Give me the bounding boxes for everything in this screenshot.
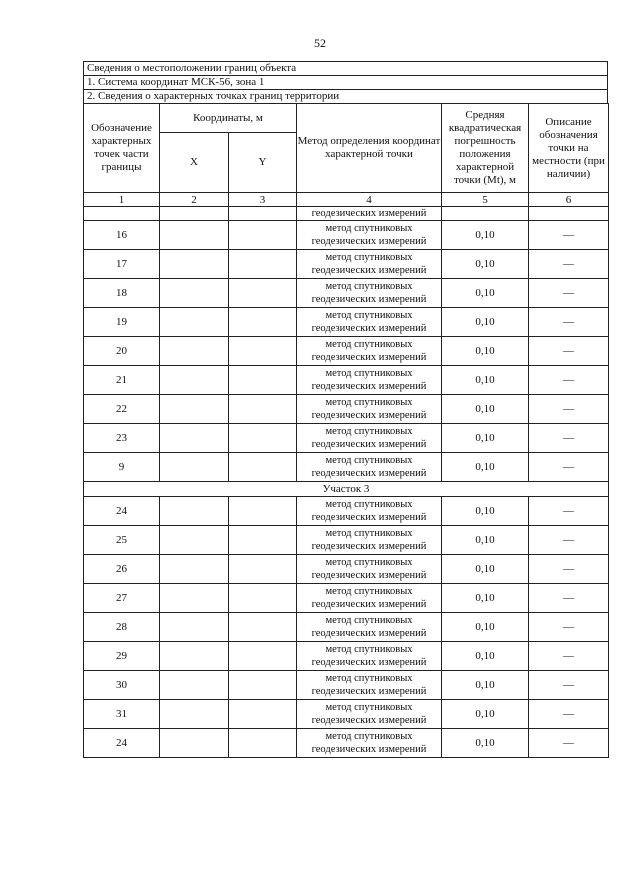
y-coordinate-cell bbox=[229, 584, 297, 613]
x-coordinate-cell bbox=[160, 366, 229, 395]
x-coordinate-cell bbox=[160, 279, 229, 308]
col-header-method: Метод определения координат характерной точки bbox=[297, 104, 442, 193]
point-number: 30 bbox=[84, 671, 160, 700]
point-number: 29 bbox=[84, 642, 160, 671]
col-header-accuracy: Средняя квадратическая погрешность положения характерной точки (Mt), м bbox=[442, 104, 529, 193]
method-line: геодезических измерений bbox=[311, 294, 427, 305]
header-line-objects: Сведения о местоположении границ объекта bbox=[83, 61, 608, 75]
table-row bbox=[84, 700, 609, 729]
col-header-designation: Обозначение характерных точек части границы bbox=[84, 104, 160, 193]
method-cell bbox=[297, 729, 442, 758]
description-dash: — bbox=[529, 395, 609, 424]
method-cell bbox=[297, 279, 442, 308]
y-coordinate-cell bbox=[229, 453, 297, 482]
x-coordinate-cell bbox=[160, 250, 229, 279]
method-line: метод спутниковых bbox=[325, 339, 413, 350]
method-cell bbox=[297, 337, 442, 366]
description-dash: — bbox=[529, 424, 609, 453]
accuracy-value: 0,10 bbox=[442, 700, 529, 729]
description-dash: — bbox=[529, 642, 609, 671]
method-cell bbox=[297, 584, 442, 613]
accuracy-value: 0,10 bbox=[442, 642, 529, 671]
method-line: геодезических измерений bbox=[311, 352, 427, 363]
column-number: 6 bbox=[529, 193, 609, 207]
x-coordinate-cell bbox=[160, 613, 229, 642]
column-number: 1 bbox=[84, 193, 160, 207]
description-dash: — bbox=[529, 497, 609, 526]
method-line: геодезических измерений bbox=[311, 265, 427, 276]
x-coordinate-cell bbox=[160, 584, 229, 613]
x-coordinate-cell bbox=[160, 729, 229, 758]
method-line: метод спутниковых bbox=[325, 557, 413, 568]
x-coordinate-cell bbox=[160, 453, 229, 482]
y-coordinate-cell bbox=[229, 395, 297, 424]
accuracy-value: 0,10 bbox=[442, 366, 529, 395]
x-coordinate-cell bbox=[160, 671, 229, 700]
point-number: 19 bbox=[84, 308, 160, 337]
method-line: метод спутниковых bbox=[325, 310, 413, 321]
y-coordinate-cell bbox=[229, 250, 297, 279]
method-line: метод спутниковых bbox=[325, 615, 413, 626]
description-dash: — bbox=[529, 366, 609, 395]
point-number: 20 bbox=[84, 337, 160, 366]
table-row bbox=[84, 366, 609, 395]
col-header-y: Y bbox=[229, 133, 297, 193]
accuracy-value: 0,10 bbox=[442, 453, 529, 482]
accuracy-value: 0,10 bbox=[442, 671, 529, 700]
description-dash: — bbox=[529, 279, 609, 308]
accuracy-value: 0,10 bbox=[442, 424, 529, 453]
y-coordinate-cell bbox=[229, 613, 297, 642]
boundary-document bbox=[83, 61, 608, 758]
accuracy-value: 0,10 bbox=[442, 497, 529, 526]
point-number: 16 bbox=[84, 221, 160, 250]
method-line: метод спутниковых bbox=[325, 702, 413, 713]
x-coordinate-cell bbox=[160, 424, 229, 453]
col-header-coordinates: Координаты, м bbox=[160, 104, 297, 133]
table-row bbox=[84, 497, 609, 526]
page-number: 52 bbox=[314, 36, 326, 50]
table-row bbox=[84, 250, 609, 279]
point-number: 26 bbox=[84, 555, 160, 584]
points-table bbox=[83, 103, 609, 758]
method-continuation: геодезических измерений bbox=[297, 207, 442, 221]
empty-cell bbox=[442, 207, 529, 221]
accuracy-value: 0,10 bbox=[442, 584, 529, 613]
point-number: 25 bbox=[84, 526, 160, 555]
method-cell bbox=[297, 671, 442, 700]
column-number: 3 bbox=[229, 193, 297, 207]
method-cell bbox=[297, 250, 442, 279]
y-coordinate-cell bbox=[229, 308, 297, 337]
y-coordinate-cell bbox=[229, 526, 297, 555]
accuracy-value: 0,10 bbox=[442, 729, 529, 758]
column-number: 2 bbox=[160, 193, 229, 207]
method-cell bbox=[297, 526, 442, 555]
method-line: геодезических измерений bbox=[311, 657, 427, 668]
table-row bbox=[84, 424, 609, 453]
description-dash: — bbox=[529, 526, 609, 555]
table-row bbox=[84, 395, 609, 424]
table-row bbox=[84, 526, 609, 555]
method-line: метод спутниковых bbox=[325, 673, 413, 684]
empty-cell bbox=[229, 207, 297, 221]
y-coordinate-cell bbox=[229, 424, 297, 453]
accuracy-value: 0,10 bbox=[442, 337, 529, 366]
description-dash: — bbox=[529, 308, 609, 337]
method-line: метод спутниковых bbox=[325, 644, 413, 655]
accuracy-value: 0,10 bbox=[442, 526, 529, 555]
method-line: геодезических измерений bbox=[311, 628, 427, 639]
point-number: 28 bbox=[84, 613, 160, 642]
y-coordinate-cell bbox=[229, 729, 297, 758]
point-number: 23 bbox=[84, 424, 160, 453]
method-line: геодезических измерений bbox=[311, 686, 427, 697]
table-row bbox=[84, 729, 609, 758]
method-line: метод спутниковых bbox=[325, 281, 413, 292]
method-line: метод спутниковых bbox=[325, 397, 413, 408]
column-number: 4 bbox=[297, 193, 442, 207]
method-line: метод спутниковых bbox=[325, 368, 413, 379]
method-cell bbox=[297, 453, 442, 482]
method-line: геодезических измерений bbox=[311, 744, 427, 755]
table-row bbox=[84, 584, 609, 613]
description-dash: — bbox=[529, 613, 609, 642]
header-row bbox=[84, 104, 609, 133]
method-cell bbox=[297, 424, 442, 453]
header-line-characteristic-points: 2. Сведения о характерных точках границ территории bbox=[83, 89, 608, 103]
description-dash: — bbox=[529, 221, 609, 250]
method-line: метод спутниковых bbox=[325, 731, 413, 742]
method-line: метод спутниковых bbox=[325, 528, 413, 539]
description-dash: — bbox=[529, 700, 609, 729]
method-line: геодезических измерений bbox=[311, 410, 427, 421]
method-cell bbox=[297, 497, 442, 526]
method-line: геодезических измерений bbox=[311, 599, 427, 610]
accuracy-value: 0,10 bbox=[442, 613, 529, 642]
x-coordinate-cell bbox=[160, 221, 229, 250]
method-cell bbox=[297, 221, 442, 250]
method-line: геодезических измерений bbox=[311, 512, 427, 523]
point-number: 22 bbox=[84, 395, 160, 424]
y-coordinate-cell bbox=[229, 700, 297, 729]
method-cell bbox=[297, 395, 442, 424]
method-cell bbox=[297, 555, 442, 584]
method-line: геодезических измерений bbox=[311, 541, 427, 552]
y-coordinate-cell bbox=[229, 279, 297, 308]
description-dash: — bbox=[529, 337, 609, 366]
continuation-row bbox=[84, 207, 609, 221]
method-cell bbox=[297, 642, 442, 671]
section-row bbox=[84, 482, 609, 497]
description-dash: — bbox=[529, 584, 609, 613]
point-number: 9 bbox=[84, 453, 160, 482]
empty-cell bbox=[84, 207, 160, 221]
method-line: геодезических измерений bbox=[311, 468, 427, 479]
accuracy-value: 0,10 bbox=[442, 279, 529, 308]
x-coordinate-cell bbox=[160, 642, 229, 671]
point-number: 31 bbox=[84, 700, 160, 729]
y-coordinate-cell bbox=[229, 642, 297, 671]
point-number: 24 bbox=[84, 729, 160, 758]
empty-cell bbox=[529, 207, 609, 221]
y-coordinate-cell bbox=[229, 366, 297, 395]
y-coordinate-cell bbox=[229, 221, 297, 250]
method-line: геодезических измерений bbox=[311, 381, 427, 392]
method-line: геодезических измерений bbox=[311, 715, 427, 726]
table-row bbox=[84, 671, 609, 700]
description-dash: — bbox=[529, 453, 609, 482]
x-coordinate-cell bbox=[160, 555, 229, 584]
table-row bbox=[84, 337, 609, 366]
x-coordinate-cell bbox=[160, 700, 229, 729]
method-line: метод спутниковых bbox=[325, 586, 413, 597]
point-number: 21 bbox=[84, 366, 160, 395]
empty-cell bbox=[160, 207, 229, 221]
col-header-x: X bbox=[160, 133, 229, 193]
method-line: метод спутниковых bbox=[325, 426, 413, 437]
x-coordinate-cell bbox=[160, 337, 229, 366]
y-coordinate-cell bbox=[229, 337, 297, 366]
point-number: 17 bbox=[84, 250, 160, 279]
x-coordinate-cell bbox=[160, 497, 229, 526]
table-row bbox=[84, 613, 609, 642]
point-number: 24 bbox=[84, 497, 160, 526]
point-number: 18 bbox=[84, 279, 160, 308]
section-label: Участок 3 bbox=[84, 482, 609, 497]
method-cell bbox=[297, 613, 442, 642]
method-line: геодезических измерений bbox=[311, 236, 427, 247]
method-line: геодезических измерений bbox=[311, 570, 427, 581]
x-coordinate-cell bbox=[160, 308, 229, 337]
col-header-description: Описание обозначения точки на местности (при наличии) bbox=[529, 104, 609, 193]
table-row bbox=[84, 279, 609, 308]
header-line-coordinate-system: 1. Система координат МСК-56, зона 1 bbox=[83, 75, 608, 89]
method-line: геодезических измерений bbox=[311, 323, 427, 334]
accuracy-value: 0,10 bbox=[442, 308, 529, 337]
accuracy-value: 0,10 bbox=[442, 395, 529, 424]
method-cell bbox=[297, 308, 442, 337]
column-number: 5 bbox=[442, 193, 529, 207]
method-cell bbox=[297, 700, 442, 729]
description-dash: — bbox=[529, 555, 609, 584]
y-coordinate-cell bbox=[229, 671, 297, 700]
point-number: 27 bbox=[84, 584, 160, 613]
accuracy-value: 0,10 bbox=[442, 221, 529, 250]
method-line: метод спутниковых bbox=[325, 223, 413, 234]
accuracy-value: 0,10 bbox=[442, 555, 529, 584]
description-dash: — bbox=[529, 729, 609, 758]
table-row bbox=[84, 453, 609, 482]
description-dash: — bbox=[529, 671, 609, 700]
x-coordinate-cell bbox=[160, 526, 229, 555]
y-coordinate-cell bbox=[229, 497, 297, 526]
y-coordinate-cell bbox=[229, 555, 297, 584]
table-row bbox=[84, 308, 609, 337]
method-line: геодезических измерений bbox=[311, 439, 427, 450]
accuracy-value: 0,10 bbox=[442, 250, 529, 279]
table-row bbox=[84, 221, 609, 250]
method-line: метод спутниковых bbox=[325, 455, 413, 466]
table-row bbox=[84, 555, 609, 584]
column-numbers-row bbox=[84, 193, 609, 207]
x-coordinate-cell bbox=[160, 395, 229, 424]
method-line: метод спутниковых bbox=[325, 499, 413, 510]
description-dash: — bbox=[529, 250, 609, 279]
method-cell bbox=[297, 366, 442, 395]
table-row bbox=[84, 642, 609, 671]
method-line: метод спутниковых bbox=[325, 252, 413, 263]
